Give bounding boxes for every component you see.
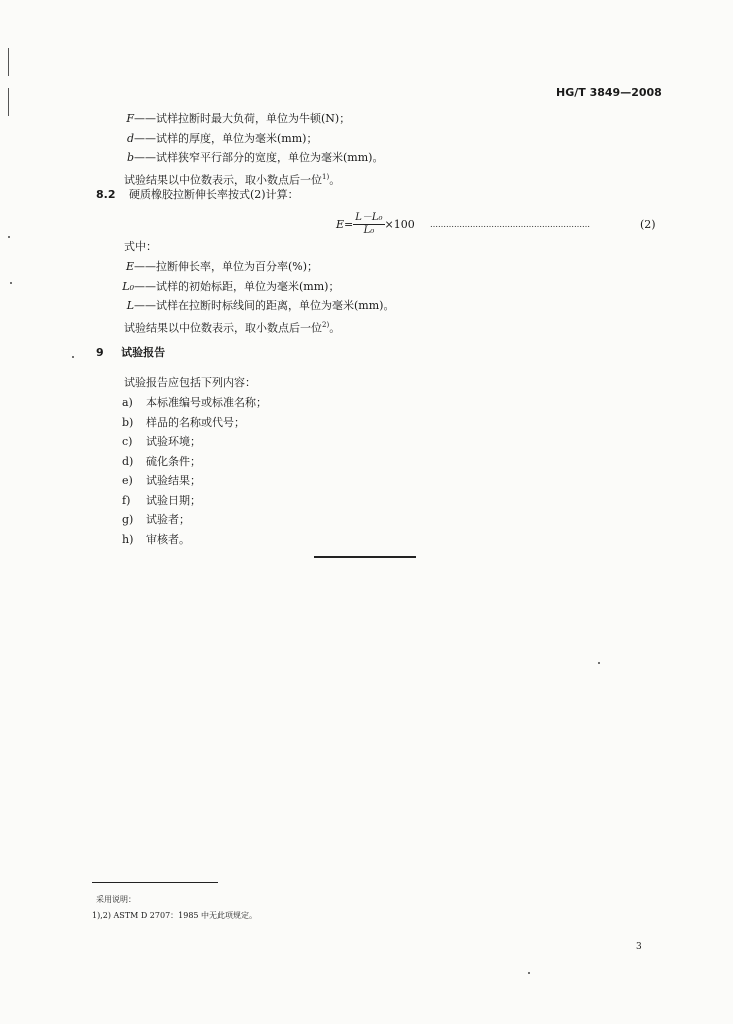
report-item-label: f) bbox=[122, 493, 131, 507]
formula-2 bbox=[336, 212, 415, 237]
scan-edge-line bbox=[8, 48, 9, 76]
report-item bbox=[122, 416, 245, 430]
definition-text: ——试样拉断时最大负荷，单位为牛顿(N)； bbox=[134, 112, 351, 125]
section-8-2-heading bbox=[96, 188, 299, 202]
report-item bbox=[122, 533, 190, 547]
report-item-label: g) bbox=[122, 513, 134, 526]
footnote-separator bbox=[92, 882, 218, 883]
report-item-text: 试验结果； bbox=[146, 474, 201, 487]
section-title: 硬质橡胶拉断伸长率按式(2)计算： bbox=[129, 188, 299, 201]
fraction-denominator: L₀ bbox=[363, 225, 375, 236]
definition-text: ——试样在拉断时标线间的距离，单位为毫米(mm)。 bbox=[134, 299, 395, 312]
section-title: 试验报告 bbox=[121, 346, 166, 359]
scan-speck bbox=[528, 972, 530, 974]
report-item-label: a) bbox=[122, 396, 133, 409]
report-item bbox=[122, 494, 201, 508]
fraction-numerator: L－L₀ bbox=[355, 212, 383, 223]
footnote-text: 1),2) ASTM D 2707：1985 中无此项规定。 bbox=[92, 911, 258, 920]
scan-edge-line bbox=[8, 88, 9, 116]
definition-row bbox=[100, 280, 339, 294]
result-statement-2 bbox=[124, 318, 340, 336]
formula-lhs: E= bbox=[336, 217, 354, 231]
definition-symbol: L bbox=[126, 299, 134, 312]
definition-text: ——试样狭窄平行部分的宽度，单位为毫米(mm)。 bbox=[134, 151, 384, 164]
report-item-label: b) bbox=[122, 415, 134, 429]
result-end: 。 bbox=[329, 173, 341, 187]
definition-row bbox=[100, 260, 318, 274]
result-statement-1 bbox=[124, 170, 340, 188]
section-number: 8.2 bbox=[96, 188, 116, 201]
definition-symbol: L₀ bbox=[122, 279, 134, 293]
report-item-text: 样品的名称或代号； bbox=[146, 415, 245, 429]
document-code: HG/T 3849—2008 bbox=[556, 86, 662, 99]
formula-fraction bbox=[353, 212, 384, 237]
where-label: 式中： bbox=[124, 240, 157, 253]
equation-number: (2) bbox=[640, 218, 656, 231]
definition-row bbox=[100, 151, 383, 165]
report-item bbox=[122, 474, 201, 488]
report-item-label: h) bbox=[122, 532, 134, 546]
formula-rhs: ×100 bbox=[384, 217, 415, 231]
definition-text: ——拉断伸长率，单位为百分率(%)； bbox=[134, 260, 319, 273]
report-item bbox=[122, 396, 267, 410]
page-number: 3 bbox=[636, 942, 642, 952]
report-item-text: 试验环境； bbox=[146, 435, 201, 448]
report-item-label: d) bbox=[122, 454, 134, 468]
report-item bbox=[122, 435, 201, 449]
footnote-title: 采用说明： bbox=[96, 895, 136, 904]
section-9-heading bbox=[96, 346, 165, 360]
scan-speck bbox=[10, 282, 12, 284]
footnote-ref: 2) bbox=[322, 321, 330, 329]
report-item-text: 审核者。 bbox=[146, 532, 190, 546]
definition-text: ——试样的初始标距，单位为毫米(mm)； bbox=[134, 279, 340, 293]
definition-symbol: d bbox=[126, 131, 134, 145]
formula-leader-dots: …………………………………………………… bbox=[430, 220, 590, 229]
report-item-text: 试验日期； bbox=[146, 493, 201, 507]
scan-speck bbox=[72, 356, 74, 358]
section-number: 9 bbox=[96, 346, 104, 359]
result-text: 试验结果以中位数表示，取小数点后一位 bbox=[124, 173, 322, 187]
definition-row bbox=[100, 112, 350, 126]
report-item-text: 试验者； bbox=[146, 513, 190, 526]
report-item bbox=[122, 455, 201, 469]
report-item bbox=[122, 513, 190, 527]
report-item-text: 本标准编号或标准名称； bbox=[146, 396, 267, 409]
report-item-label: e) bbox=[122, 474, 133, 487]
result-text: 试验结果以中位数表示，取小数点后一位 bbox=[124, 321, 322, 335]
footnote-ref: 1) bbox=[322, 173, 330, 181]
report-intro: 试验报告应包括下列内容： bbox=[124, 376, 256, 389]
report-item-label: c) bbox=[122, 435, 133, 448]
definition-text: ——试样的厚度，单位为毫米(mm)； bbox=[134, 131, 318, 145]
end-rule bbox=[314, 556, 416, 558]
definition-symbol: E bbox=[125, 260, 134, 273]
scan-speck bbox=[598, 662, 600, 664]
definition-row bbox=[100, 132, 317, 146]
definition-row bbox=[100, 299, 394, 313]
definition-symbol: F bbox=[126, 112, 134, 125]
definition-symbol: b bbox=[126, 151, 134, 164]
result-end: 。 bbox=[329, 321, 341, 335]
scan-speck bbox=[8, 236, 10, 238]
report-item-text: 硫化条件； bbox=[146, 454, 201, 468]
